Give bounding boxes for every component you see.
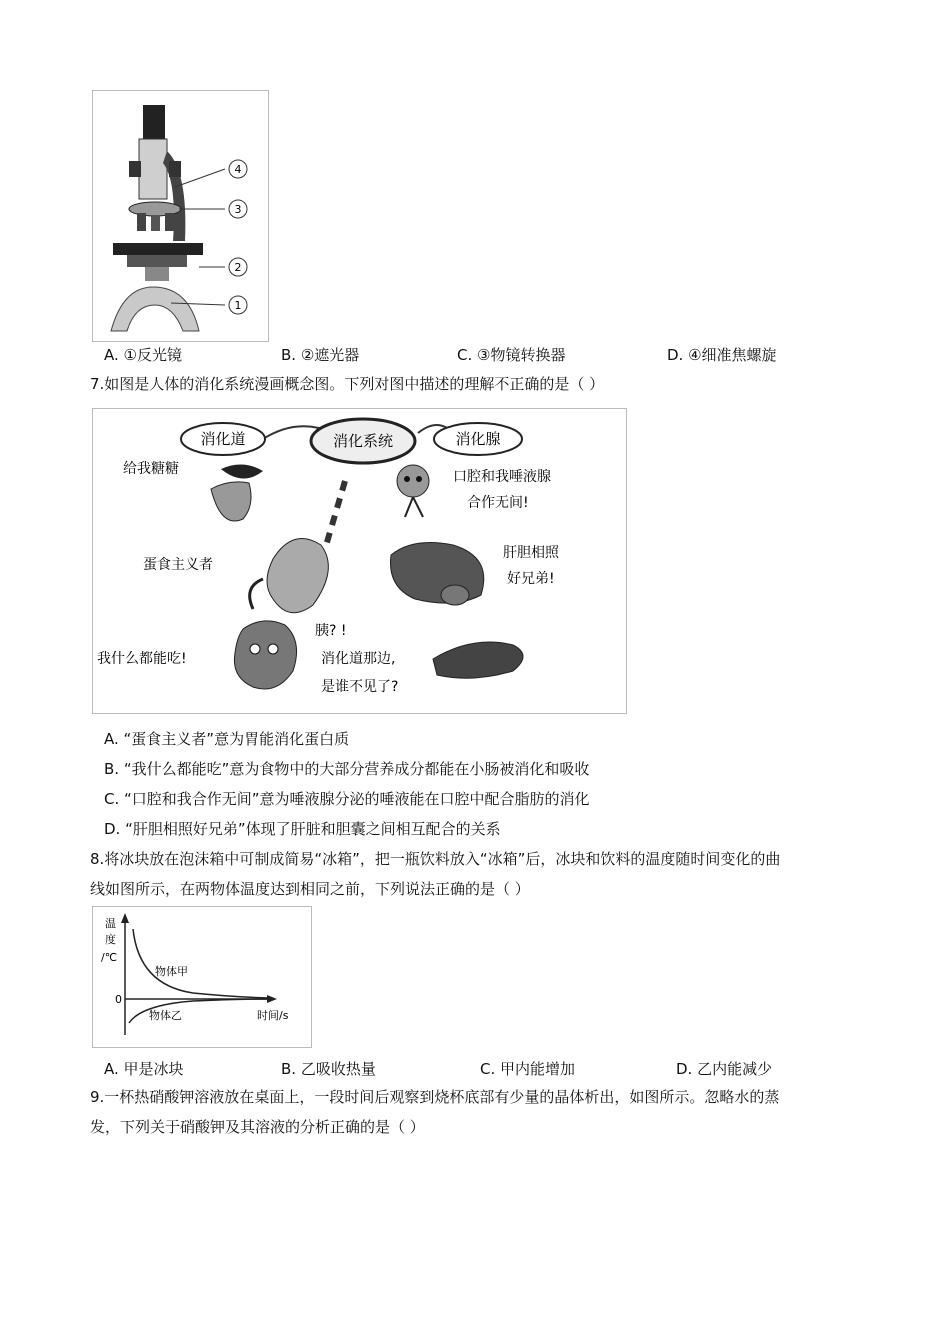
temperature-chart-svg — [93, 907, 311, 1047]
q8-stem-line2: 线如图所示，在两物体温度达到相同之前，下列说法正确的是（ ） — [90, 880, 530, 898]
label-4 — [229, 160, 247, 178]
label-1 — [229, 296, 247, 314]
svg-text:2: 2 — [234, 261, 242, 274]
temperature-chart — [92, 906, 312, 1048]
q8-option-b[interactable]: B. 乙吸收热量 — [281, 1060, 376, 1078]
concept-center: 消化系统 — [332, 432, 394, 450]
concept-right: 消化腺 — [455, 430, 501, 448]
x-axis-label: 时间/s — [257, 1009, 289, 1022]
q6-option-d[interactable]: D. ④细准焦螺旋 — [667, 346, 777, 364]
q8-stem-line1: 8.将冰块放在泡沫箱中可制成简易“冰箱”，把一瓶饮料放入“冰箱”后，冰块和饮料的温度随时间变化的曲 — [90, 850, 781, 868]
q7-stem: 7.如图是人体的消化系统漫画概念图。下列对图中描述的理解不正确的是（ ） — [90, 375, 605, 393]
caption-pancreas-1: 胰? ! — [315, 623, 347, 639]
series-b-label: 物体乙 — [149, 1009, 182, 1022]
microscope-drawing — [93, 91, 268, 341]
caption-salivary-1: 口腔和我唾液腺 — [453, 469, 551, 485]
series-a-label: 物体甲 — [155, 965, 188, 978]
curve-a — [133, 929, 269, 998]
q9-stem-line1: 9.一杯热硝酸钾溶液放在桌面上，一段时间后观察到烧杯底部有少量的晶体析出，如图所示。忽略水的蒸 — [90, 1088, 780, 1106]
q6-option-c[interactable]: C. ③物镜转换器 — [457, 346, 566, 364]
concept-left: 消化道 — [200, 430, 246, 448]
label-3 — [229, 200, 247, 218]
q8-option-a[interactable]: A. 甲是冰块 — [104, 1060, 184, 1078]
caption-stomach: 蛋食主义者 — [143, 557, 213, 573]
caption-pancreas-2: 消化道那边, — [321, 651, 396, 667]
caption-intestine: 我什么都能吃! — [97, 651, 187, 667]
origin-label: 0 — [115, 993, 122, 1006]
microscope-figure — [92, 90, 269, 342]
q6-option-b[interactable]: B. ②遮光器 — [281, 346, 360, 364]
q7-option-c[interactable]: C. “口腔和我合作无间”意为唾液腺分泌的唾液能在口腔中配合脂肪的消化 — [104, 790, 590, 808]
y-label-2: 度 — [105, 933, 116, 946]
q8-option-c[interactable]: C. 甲内能增加 — [480, 1060, 576, 1078]
q7-option-b[interactable]: B. “我什么都能吃”意为食物中的大部分营养成分都能在小肠被消化和吸收 — [104, 760, 590, 778]
label-2 — [229, 258, 247, 276]
caption-liver-2: 好兄弟! — [507, 571, 555, 587]
q8-option-d[interactable]: D. 乙内能减少 — [676, 1060, 773, 1078]
svg-text:1: 1 — [234, 299, 242, 312]
svg-text:4: 4 — [234, 163, 242, 176]
caption-pancreas-3: 是谁不见了? — [321, 679, 399, 695]
caption-liver-1: 肝胆相照 — [503, 545, 559, 561]
svg-text:3: 3 — [234, 203, 242, 216]
digestive-comic-drawing — [93, 409, 626, 713]
y-label-3: /℃ — [101, 951, 118, 964]
caption-mouth: 给我糖糖 — [123, 461, 179, 477]
q7-option-a[interactable]: A. “蛋食主义者”意为胃能消化蛋白质 — [104, 730, 350, 748]
digestive-comic-figure — [92, 408, 627, 714]
caption-salivary-2: 合作无间! — [467, 495, 529, 511]
q6-option-a[interactable]: A. ①反光镜 — [104, 346, 182, 364]
q9-stem-line2: 发，下列关于硝酸钾及其溶液的分析正确的是（ ） — [90, 1118, 425, 1136]
q7-option-d[interactable]: D. “肝胆相照好兄弟”体现了肝脏和胆囊之间相互配合的关系 — [104, 820, 501, 838]
y-label-1: 温 — [105, 917, 116, 930]
